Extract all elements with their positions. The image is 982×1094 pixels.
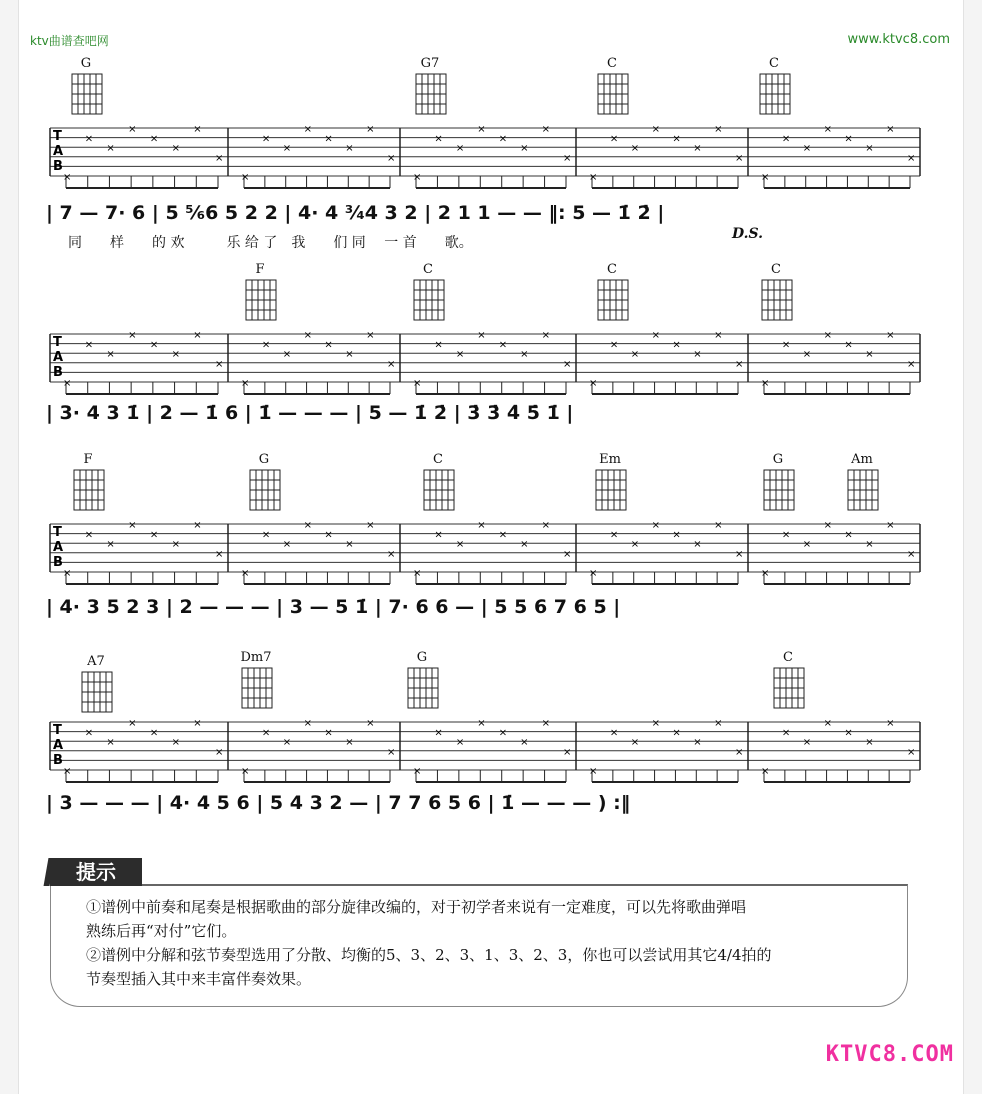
svg-text:×: ×	[324, 339, 333, 351]
svg-text:×: ×	[651, 124, 660, 135]
svg-text:×: ×	[84, 133, 94, 145]
svg-text:×: ×	[823, 124, 832, 135]
svg-text:×: ×	[345, 143, 354, 155]
svg-text:×: ×	[714, 124, 723, 135]
svg-text:×: ×	[735, 746, 744, 758]
svg-text:×: ×	[63, 378, 72, 389]
tab-staff	[46, 518, 924, 582]
svg-text:×: ×	[241, 568, 250, 579]
svg-text:×: ×	[844, 529, 853, 541]
svg-text:×: ×	[193, 718, 202, 729]
svg-text:×: ×	[589, 378, 598, 389]
svg-text:×: ×	[215, 746, 224, 758]
svg-text:×: ×	[630, 143, 640, 155]
svg-text:×: ×	[541, 124, 550, 135]
svg-text:×: ×	[693, 143, 702, 155]
svg-text:×: ×	[63, 568, 72, 579]
svg-text:×: ×	[477, 718, 486, 729]
chord-grid	[244, 468, 284, 514]
chord-grid	[758, 468, 798, 514]
tab-staff	[46, 122, 924, 186]
jianpu-notation: | 3 — — — | 4· 4 5 6 | 5 4 3 2 — | 7 7 6 5 6 | 1̇ — — — ) :‖	[46, 792, 631, 814]
svg-text:×: ×	[520, 143, 529, 155]
svg-text:×: ×	[563, 746, 572, 758]
svg-text:×: ×	[865, 143, 874, 155]
svg-text:×: ×	[345, 737, 354, 749]
chord-grid	[768, 666, 808, 712]
left-watermark: ktv曲谱查吧网	[30, 34, 109, 48]
svg-text:×: ×	[171, 737, 180, 749]
svg-text:×: ×	[128, 520, 137, 531]
svg-text:×: ×	[651, 718, 660, 729]
svg-text:×: ×	[434, 529, 443, 541]
svg-text:×: ×	[541, 520, 550, 531]
svg-text:×: ×	[455, 539, 465, 551]
svg-text:×: ×	[630, 737, 640, 749]
svg-text:×: ×	[261, 339, 271, 351]
svg-text:×: ×	[193, 520, 202, 531]
svg-text:T: T	[53, 723, 62, 738]
svg-text:×: ×	[193, 330, 202, 341]
chord-name: Am	[851, 452, 873, 467]
svg-text:×: ×	[241, 378, 250, 389]
chord-name: G	[258, 452, 270, 467]
chord-name: G	[80, 56, 92, 71]
chord-name: C	[423, 262, 433, 277]
svg-text:×: ×	[630, 539, 640, 551]
svg-text:×: ×	[609, 339, 619, 351]
svg-text:×: ×	[844, 133, 853, 145]
chord-name: Dm7	[240, 650, 272, 665]
svg-text:×: ×	[907, 746, 916, 758]
svg-text:×: ×	[761, 172, 770, 183]
jianpu-notation: | 4· 3 5 2 3 | 2 — — — | 3 — 5 1̇ | 7· 6 6 — | 5 5 6 7 6 5 |	[46, 596, 621, 618]
svg-text:×: ×	[324, 529, 333, 541]
svg-text:×: ×	[714, 718, 723, 729]
svg-text:×: ×	[106, 143, 115, 155]
svg-text:×: ×	[387, 152, 396, 164]
svg-text:×: ×	[630, 349, 640, 361]
svg-text:×: ×	[261, 727, 271, 739]
svg-text:×: ×	[563, 548, 572, 560]
svg-text:T: T	[53, 335, 62, 350]
svg-text:×: ×	[844, 727, 853, 739]
svg-text:×: ×	[106, 539, 115, 551]
music-system-3	[46, 452, 924, 622]
svg-text:×: ×	[693, 349, 702, 361]
svg-text:×: ×	[651, 520, 660, 531]
chord-name: G7	[420, 56, 440, 71]
svg-text:×: ×	[781, 339, 791, 351]
svg-text:×: ×	[84, 529, 94, 541]
svg-text:×: ×	[366, 718, 375, 729]
hint-line-4: 节奏型插入其中来丰富伴奏效果。	[86, 970, 312, 988]
svg-text:×: ×	[345, 349, 354, 361]
svg-text:×: ×	[171, 143, 180, 155]
jianpu-notation: | 7 — 7· 6 | 5 ⁵⁄₆6 5 2 2 | 4· 4 ³⁄₄4 3 2 | 2 1 1 — — ‖: 5 — 1̇ 2̇ |	[46, 202, 665, 224]
svg-text:×: ×	[693, 539, 702, 551]
svg-text:×: ×	[455, 737, 465, 749]
svg-text:×: ×	[589, 766, 598, 777]
svg-text:×: ×	[761, 378, 770, 389]
svg-text:×: ×	[907, 152, 916, 164]
svg-text:×: ×	[434, 133, 443, 145]
svg-text:×: ×	[106, 737, 115, 749]
chord-name: F	[255, 262, 265, 277]
chord-grid	[402, 666, 442, 712]
svg-text:×: ×	[345, 539, 354, 551]
svg-text:×: ×	[735, 548, 744, 560]
svg-text:×: ×	[303, 520, 312, 531]
music-system-2	[46, 262, 924, 432]
svg-text:×: ×	[366, 124, 375, 135]
svg-text:×: ×	[865, 349, 874, 361]
svg-text:×: ×	[241, 766, 250, 777]
svg-text:×: ×	[823, 330, 832, 341]
svg-text:×: ×	[865, 539, 874, 551]
svg-text:×: ×	[672, 529, 681, 541]
svg-text:×: ×	[149, 133, 159, 145]
chord-name: C	[771, 262, 781, 277]
svg-text:×: ×	[781, 133, 791, 145]
svg-text:×: ×	[541, 330, 550, 341]
svg-text:×: ×	[802, 143, 812, 155]
svg-text:×: ×	[149, 727, 159, 739]
chord-name: A7	[87, 654, 105, 669]
svg-text:×: ×	[477, 520, 486, 531]
svg-text:×: ×	[455, 349, 465, 361]
svg-text:×: ×	[886, 330, 895, 341]
chord-grid	[76, 670, 116, 716]
chord-name: C	[433, 452, 443, 467]
chord-grid	[236, 666, 276, 712]
music-system-4	[46, 650, 924, 830]
svg-text:×: ×	[563, 358, 572, 370]
svg-text:×: ×	[387, 746, 396, 758]
svg-text:×: ×	[498, 727, 508, 739]
chord-grid	[754, 72, 794, 118]
svg-text:×: ×	[541, 718, 550, 729]
svg-text:×: ×	[714, 520, 723, 531]
svg-text:×: ×	[520, 349, 529, 361]
svg-text:×: ×	[886, 520, 895, 531]
chord-name: C	[607, 56, 617, 71]
svg-text:×: ×	[434, 339, 443, 351]
chord-grid	[842, 468, 882, 514]
svg-text:×: ×	[886, 718, 895, 729]
svg-text:×: ×	[128, 718, 137, 729]
svg-text:×: ×	[761, 766, 770, 777]
svg-text:×: ×	[149, 339, 159, 351]
tab-staff	[46, 716, 924, 780]
hint-line-3: ②谱例中分解和弦节奏型选用了分散、均衡的5、3、2、3、1、3、2、3，你也可以尝试用其它4/4拍的	[86, 946, 772, 964]
svg-text:×: ×	[823, 520, 832, 531]
svg-text:×: ×	[735, 152, 744, 164]
svg-text:×: ×	[282, 349, 292, 361]
svg-text:×: ×	[434, 727, 443, 739]
right-watermark: www.ktvc8.com	[847, 32, 950, 47]
svg-text:B: B	[53, 365, 63, 380]
svg-text:×: ×	[886, 124, 895, 135]
svg-text:×: ×	[106, 349, 115, 361]
svg-text:×: ×	[520, 539, 529, 551]
chord-grid	[592, 72, 632, 118]
music-system-1	[46, 56, 924, 256]
svg-text:×: ×	[609, 727, 619, 739]
svg-text:×: ×	[366, 330, 375, 341]
svg-text:×: ×	[672, 727, 681, 739]
svg-text:×: ×	[387, 358, 396, 370]
svg-text:×: ×	[802, 349, 812, 361]
svg-text:×: ×	[63, 766, 72, 777]
svg-text:×: ×	[84, 727, 94, 739]
chord-grid	[756, 278, 796, 324]
svg-text:×: ×	[303, 718, 312, 729]
svg-text:×: ×	[609, 529, 619, 541]
svg-text:×: ×	[282, 737, 292, 749]
chord-name: C	[607, 262, 617, 277]
svg-text:×: ×	[261, 133, 271, 145]
svg-text:A: A	[53, 738, 64, 753]
svg-text:×: ×	[303, 124, 312, 135]
svg-text:×: ×	[303, 330, 312, 341]
left-margin-strip	[0, 0, 19, 1094]
svg-text:×: ×	[781, 727, 791, 739]
chord-grid	[66, 72, 106, 118]
svg-text:×: ×	[413, 766, 422, 777]
svg-text:A: A	[53, 540, 64, 555]
svg-text:×: ×	[907, 548, 916, 560]
svg-text:×: ×	[63, 172, 72, 183]
svg-text:×: ×	[455, 143, 465, 155]
chord-grid	[418, 468, 458, 514]
svg-text:×: ×	[387, 548, 396, 560]
svg-text:×: ×	[802, 539, 812, 551]
svg-text:T: T	[53, 525, 62, 540]
svg-text:×: ×	[128, 124, 137, 135]
svg-text:A: A	[53, 144, 64, 159]
svg-text:×: ×	[149, 529, 159, 541]
svg-text:×: ×	[865, 737, 874, 749]
svg-text:×: ×	[324, 727, 333, 739]
svg-text:×: ×	[651, 330, 660, 341]
svg-text:×: ×	[128, 330, 137, 341]
jianpu-notation: | 3· 4 3 1̇ | 2 — 1̇ 6 | 1̇ — — — | 5 — 1̇ 2̇ | 3̇ 3̇ 4̇ 5̇ 1̇ |	[46, 402, 574, 424]
svg-text:×: ×	[589, 568, 598, 579]
svg-text:×: ×	[324, 133, 333, 145]
chord-grid	[68, 468, 108, 514]
svg-text:×: ×	[844, 339, 853, 351]
svg-text:×: ×	[735, 358, 744, 370]
chord-name: C	[769, 56, 779, 71]
svg-text:×: ×	[714, 330, 723, 341]
hint-title: 提示	[50, 858, 142, 886]
tab-staff	[46, 328, 924, 392]
svg-text:×: ×	[761, 568, 770, 579]
svg-text:×: ×	[171, 349, 180, 361]
svg-text:×: ×	[215, 548, 224, 560]
right-margin-strip	[963, 0, 982, 1094]
svg-text:×: ×	[823, 718, 832, 729]
svg-text:A: A	[53, 350, 64, 365]
svg-text:×: ×	[477, 330, 486, 341]
svg-text:×: ×	[589, 172, 598, 183]
chord-grid	[590, 468, 630, 514]
svg-text:×: ×	[215, 152, 224, 164]
svg-text:×: ×	[282, 539, 292, 551]
svg-text:T: T	[53, 129, 62, 144]
svg-text:×: ×	[261, 529, 271, 541]
svg-text:×: ×	[563, 152, 572, 164]
svg-text:×: ×	[693, 737, 702, 749]
chord-name: F	[83, 452, 93, 467]
svg-text:B: B	[53, 555, 63, 570]
chord-name: Em	[599, 452, 621, 467]
chord-grid	[408, 278, 448, 324]
svg-text:×: ×	[781, 529, 791, 541]
svg-text:×: ×	[282, 143, 292, 155]
svg-text:B: B	[53, 159, 63, 174]
chord-name: G	[772, 452, 784, 467]
svg-text:×: ×	[366, 520, 375, 531]
svg-text:×: ×	[498, 529, 508, 541]
svg-text:B: B	[53, 753, 63, 768]
chord-name: G	[416, 650, 428, 665]
hint-line-2: 熟练后再“对付”它们。	[86, 922, 237, 940]
svg-text:×: ×	[477, 124, 486, 135]
ds-marking: D.S.	[732, 226, 764, 242]
svg-text:×: ×	[241, 172, 250, 183]
svg-text:×: ×	[84, 339, 94, 351]
svg-text:×: ×	[413, 378, 422, 389]
chord-grid	[592, 278, 632, 324]
svg-text:×: ×	[520, 737, 529, 749]
chord-grid	[240, 278, 280, 324]
svg-text:×: ×	[413, 568, 422, 579]
svg-text:×: ×	[193, 124, 202, 135]
svg-text:×: ×	[609, 133, 619, 145]
svg-text:×: ×	[498, 133, 508, 145]
site-logo: KTVC8.COM	[825, 1042, 954, 1067]
svg-text:×: ×	[802, 737, 812, 749]
chord-grid	[410, 72, 450, 118]
svg-text:×: ×	[672, 339, 681, 351]
lyrics-line: 同 样 的 欢 乐 给 了 我 们 同 一 首 歌。	[68, 235, 473, 251]
svg-text:×: ×	[672, 133, 681, 145]
svg-text:×: ×	[215, 358, 224, 370]
svg-text:×: ×	[171, 539, 180, 551]
svg-text:×: ×	[907, 358, 916, 370]
hint-line-1: ①谱例中前奏和尾奏是根据歌曲的部分旋律改编的，对于初学者来说有一定难度，可以先将歌曲弹唱	[86, 898, 747, 916]
chord-name: C	[783, 650, 793, 665]
svg-text:×: ×	[498, 339, 508, 351]
svg-text:×: ×	[413, 172, 422, 183]
